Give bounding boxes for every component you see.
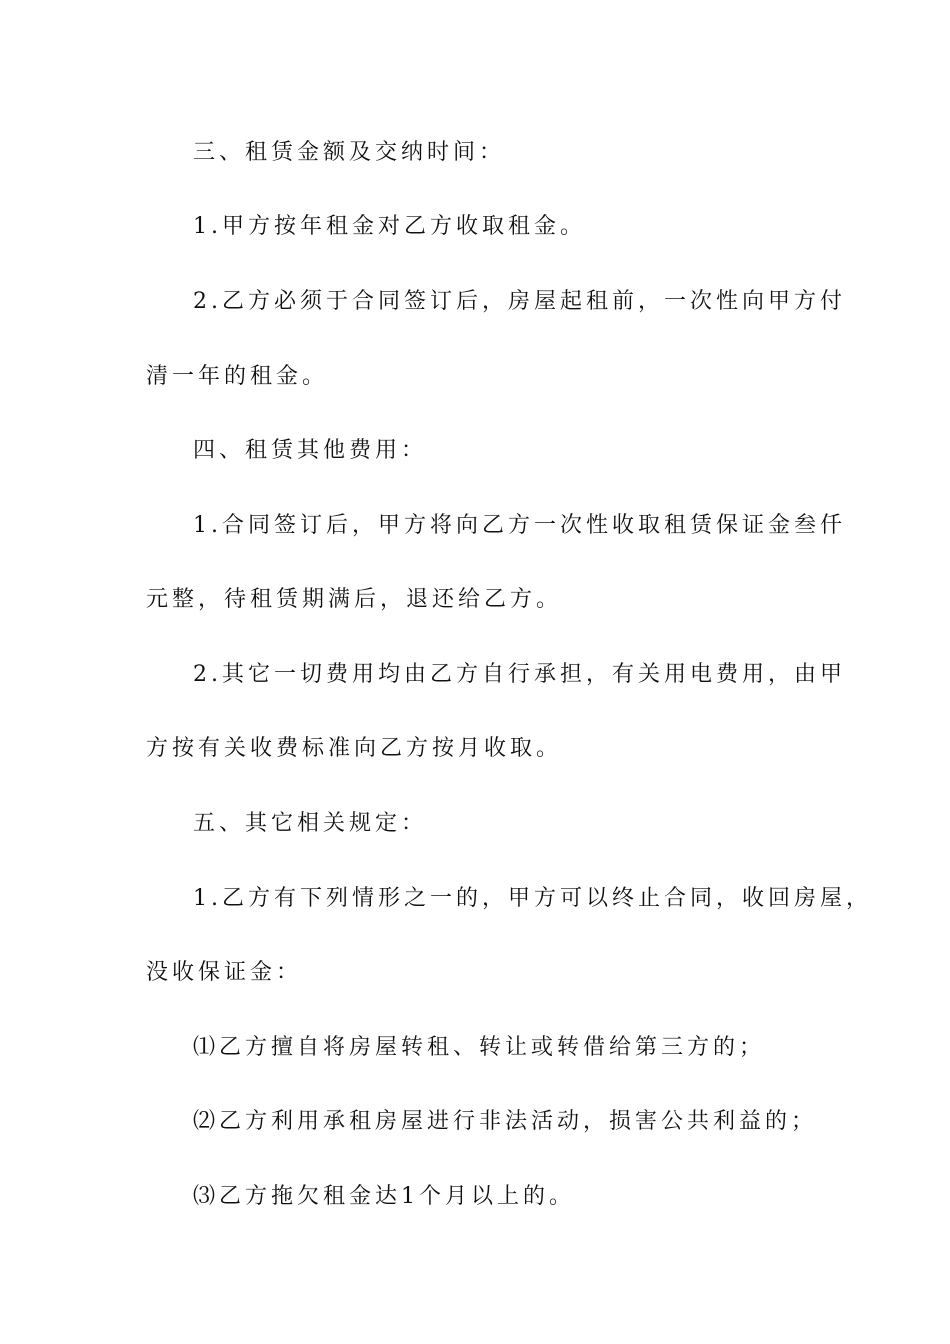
section-heading-other-provisions: 五、其它相关规定： (193, 811, 428, 836)
paragraph-line: 元整，待租赁期满后，退还给乙方。 (146, 587, 563, 612)
paragraph-line: 清一年的租金。 (146, 364, 329, 389)
paragraph-line: 2.乙方必须于合同签订后，房屋起租前，一次性向甲方付 (193, 289, 846, 314)
paragraph-line: 2.其它一切费用均由乙方自行承担，有关用电费用，由甲 (193, 662, 846, 687)
paragraph-line: 1.甲方按年租金对乙方收取租金。 (193, 214, 586, 239)
paragraph-line: 1.合同签订后，甲方将向乙方一次性收取租赁保证金叁仟 (193, 513, 846, 538)
list-item: ⑵乙方利用承租房屋进行非法活动，损害公共利益的； (193, 1109, 818, 1134)
section-heading-rent-amount: 三、租赁金额及交纳时间： (193, 140, 506, 165)
paragraph-line: 方按有关收费标准向乙方按月收取。 (146, 736, 563, 761)
paragraph-line: 1.乙方有下列情形之一的，甲方可以终止合同，收回房屋， (193, 886, 872, 911)
section-heading-other-fees: 四、租赁其他费用： (193, 438, 428, 463)
list-item: ⑶乙方拖欠租金达1个月以上的。 (193, 1184, 575, 1209)
paragraph-line: 没收保证金： (146, 960, 303, 985)
list-item: ⑴乙方擅自将房屋转租、转让或转借给第三方的； (193, 1035, 766, 1060)
